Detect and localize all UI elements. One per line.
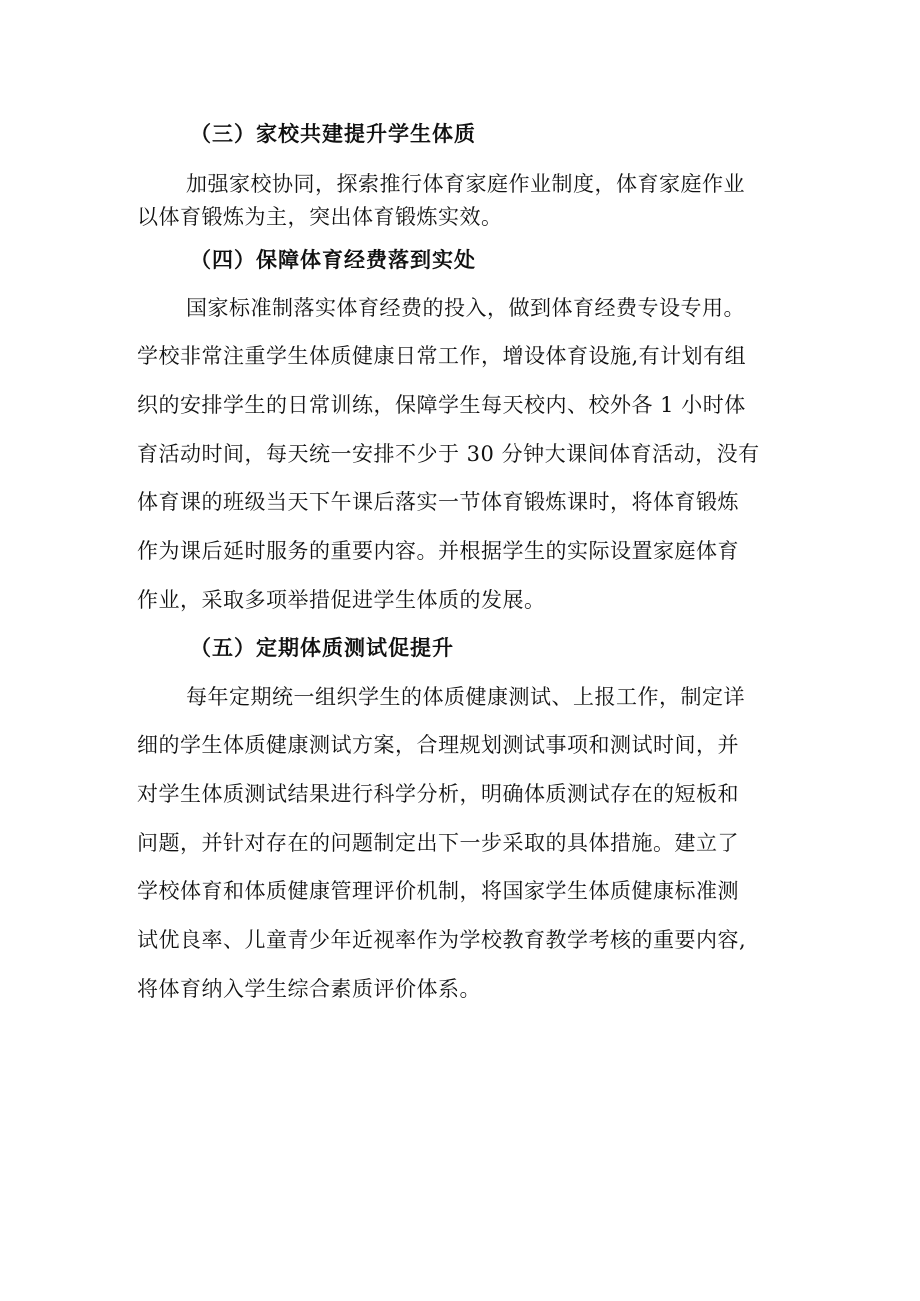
section-5-line-2: 细的学生体质健康测试方案，合理规划测试事项和测试时间，并	[137, 733, 739, 757]
section-4-line-6: 作为课后延时服务的重要内容。并根据学生的实际设置家庭体育	[137, 539, 739, 563]
section-3-heading: （三）家校共建提升学生体质	[190, 121, 476, 146]
section-5-line-5: 学校体育和体质健康管理评价机制，将国家学生体质健康标准测	[137, 879, 739, 903]
section-3-line-1: 加强家校协同，探索推行体育家庭作业制度，体育家庭作业	[186, 172, 745, 196]
section-4-line-7: 作业，采取多项举措促进学生体质的发展。	[137, 588, 546, 612]
section-4-line-1: 国家标准制落实体育经费的投入，做到体育经费专设专用。	[186, 296, 745, 320]
section-3-line-2: 以体育锻炼为主，突出体育锻炼实效。	[137, 205, 503, 229]
section-4-line-5: 体育课的班级当天下午课后落实一节体育锻炼课时，将体育锻炼	[137, 490, 739, 514]
section-5-line-6: 试优良率、儿童青少年近视率作为学校教育教学考核的重要内容,	[137, 928, 747, 952]
section-4-line-2: 学校非常注重学生体质健康日常工作，增设体育设施,有计划有组	[137, 344, 747, 368]
section-4-heading: （四）保障体育经费落到实处	[190, 247, 476, 272]
section-5-line-3: 对学生体质测试结果进行科学分析，明确体质测试存在的短板和	[137, 782, 739, 806]
section-5-line-4: 问题，并针对存在的问题制定出下一步采取的具体措施。建立了	[137, 831, 739, 855]
section-5-line-1: 每年定期统一组织学生的体质健康测试、上报工作，制定详	[186, 685, 745, 709]
section-5-heading: （五）定期体质测试促提升	[190, 635, 454, 660]
section-5-line-7: 将体育纳入学生综合素质评价体系。	[137, 977, 481, 1001]
section-4-line-4: 育活动时间，每天统一安排不少于 30 分钟大课间体育活动，没有	[137, 442, 760, 466]
section-4-line-3: 织的安排学生的日常训练，保障学生每天校内、校外各 1 小时体	[137, 393, 746, 417]
